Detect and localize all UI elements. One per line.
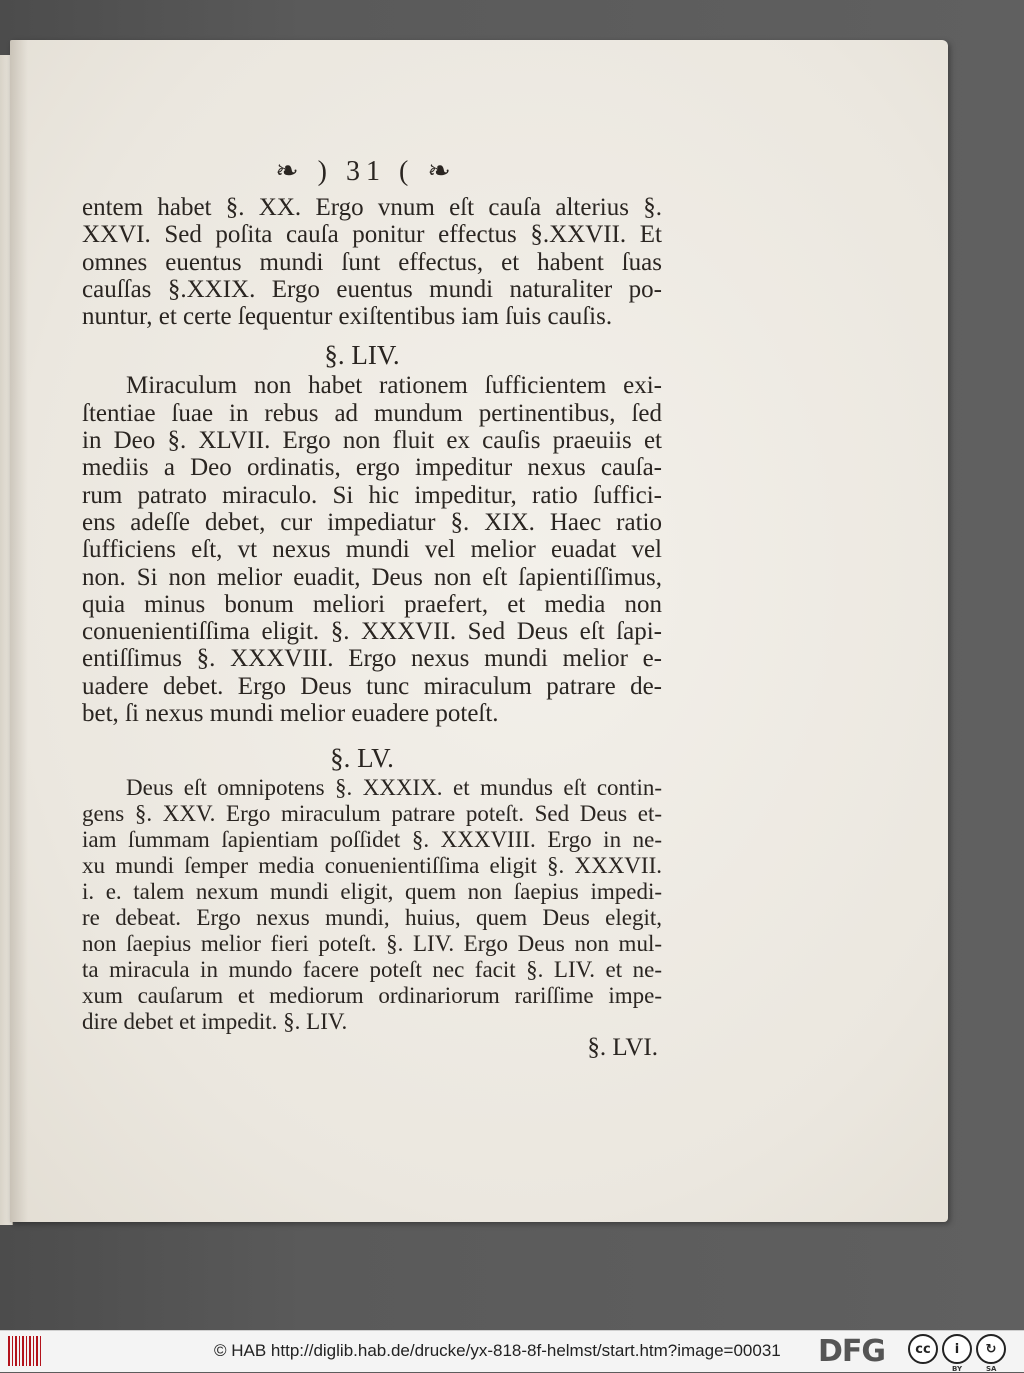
text-line: XXVI. Sed poſita cauſa ponitur effectus §.XXVII. Et [82, 221, 662, 249]
text-line: cauſſas §.XXIX. Ergo euentus mundi naturaliter po- [82, 275, 662, 303]
running-header: ❧ ) 31 ( ❧ [275, 156, 457, 187]
text-line: dire debet et impedit. §. LIV. [82, 1009, 348, 1035]
text-line: re debeat. Ergo nexus mundi, huius, quem Deus elegit, [82, 905, 662, 931]
text-line: mediis a Deo ordinatis, ergo impeditur nexus cauſa- [82, 454, 662, 482]
sa-icon[interactable]: ↻ SA [976, 1334, 1006, 1364]
text-line: xum cauſarum et mediorum ordinariorum rariſſime impe- [82, 983, 662, 1009]
by-icon[interactable]: i BY [942, 1334, 972, 1364]
text-line: gens §. XXV. Ergo miraculum patrare poteſt. Sed Deus et- [82, 801, 662, 827]
text-line: ſtentiae ſuae in rebus ad mundum pertinentibus, ſed [82, 399, 662, 427]
text-line: entem habet §. XX. Ergo vnum eſt cauſa alterius §. [82, 194, 662, 221]
text-line: ens adeſſe debet, cur impediatur §. XIX. Haec ratio [82, 508, 662, 536]
text-line: bet, ſi nexus mundi melior euadere poteſt. [82, 700, 499, 728]
catchword: §. LVI. [587, 1034, 658, 1062]
text-line: uadere debet. Ergo Deus tunc miraculum patrare de- [82, 672, 662, 700]
top-paragraph [82, 194, 662, 330]
text-line: nuntur, et certe ſequentur exiſtentibus iam ſuis cauſis. [82, 303, 613, 331]
text-line: non ſaepius melior fieri poteſt. §. LIV. Ergo Deus non mul- [82, 931, 662, 957]
page-gutter-shadow [10, 40, 28, 1222]
section-lv-paragraph [82, 775, 662, 1035]
hab-barcode-logo-icon[interactable] [8, 1336, 42, 1366]
text-line: ſufficiens eſt, vt nexus mundi vel melior euadat vel [82, 536, 662, 564]
page-text [82, 150, 662, 1063]
text-line: quia minus bonum meliori praefert, et media non [82, 590, 662, 618]
text-line: ta miracula in mundo facere poteſt nec facit §. LIV. et ne- [82, 957, 662, 983]
section-liv-paragraph [82, 372, 662, 727]
text-line: omnes euentus mundi ſunt effectus, et habent ſuas [82, 248, 662, 276]
viewer-footer [0, 1330, 1024, 1372]
section-heading-lv: §. LV. [330, 743, 394, 774]
text-line: rum patrato miraculo. Si hic impeditur, ratio ſuffici- [82, 481, 662, 509]
text-line: iam ſummam ſapientiam poſſidet §. XXXVIII. Ergo in ne- [82, 827, 662, 853]
text-line: Deus eſt omnipotens §. XXXIX. et mundus eſt contin- [126, 775, 662, 801]
text-line: in Deo §. XLVII. Ergo non fluit ex cauſis praeuiis et [82, 427, 662, 455]
text-line: Miraculum non habet rationem ſufficientem exi- [126, 372, 662, 400]
section-heading-liv: §. LIV. [324, 340, 400, 371]
text-line: xu mundi ſemper media conuenientiſſima eligit §. XXXVII. [82, 853, 662, 879]
text-line: conuenientiſſima eligit. §. XXXVII. Sed Deus eſt ſapi- [82, 618, 662, 646]
license-icons[interactable] [908, 1334, 1006, 1373]
cc-icon[interactable]: cc [908, 1334, 938, 1364]
text-line: non. Si non melior euadit, Deus non eſt ſapientiſſimus, [82, 563, 662, 591]
text-line: entiſſimus §. XXXVIII. Ergo nexus mundi melior e- [82, 645, 662, 673]
dfg-logo[interactable]: DFG [818, 1334, 886, 1369]
source-link[interactable]: © HAB http://diglib.hab.de/drucke/yx-818-8f-helmst/start.htm?image=00031 [214, 1341, 781, 1360]
text-line: i. e. talem nexum mundi eligit, quem non ſaepius impedi- [82, 879, 662, 905]
